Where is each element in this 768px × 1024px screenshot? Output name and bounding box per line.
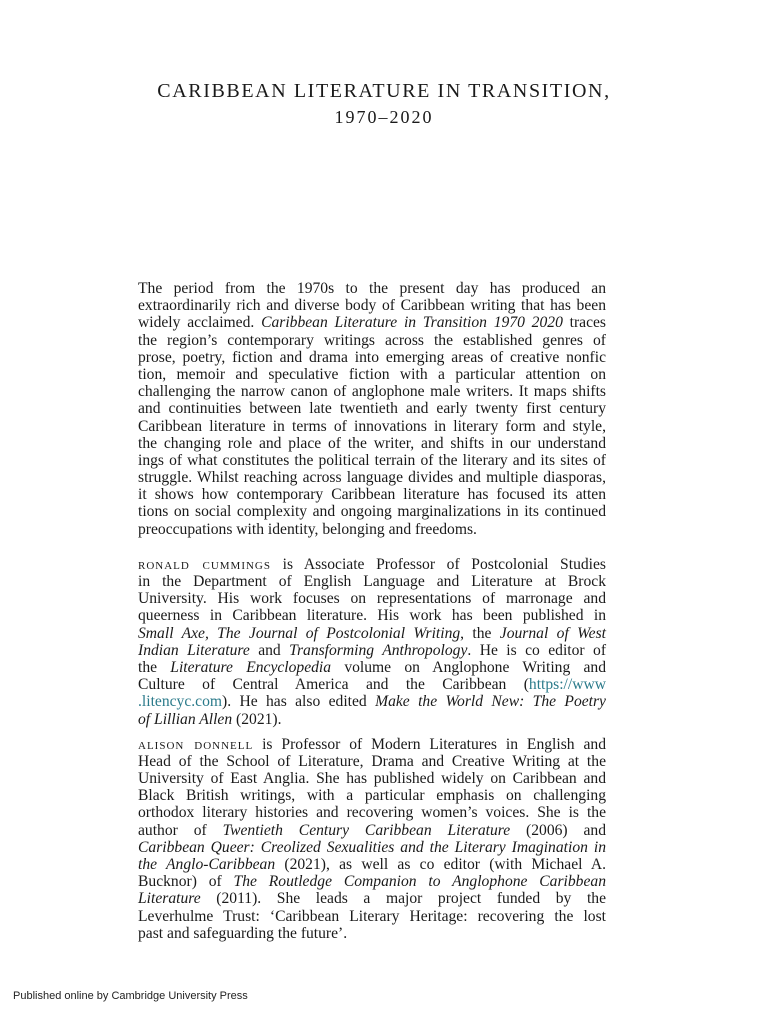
description-line: tions on social complexity and ongoing marginalizations in its continued [138,503,606,521]
bio-text: is Professor of Modern Literatures in English and [253,735,606,753]
work-title: Twentieth Century Caribbean Literature [222,821,511,839]
main-text [138,280,606,942]
book-title-italic: Caribbean Literature in Transition 1970 2020 [261,314,563,332]
book-description [138,280,606,538]
description-line: tion, memoir and speculative fiction with a particular attention on [138,365,606,383]
description-line: and continuities between late twentieth and early twenty first century [138,400,606,418]
journal-title: Small Axe, The Journal of Postcolonial Writing [138,624,461,642]
work-title: Literature Encyclopedia [170,658,332,676]
bio-text: (2011). She leads a major project funded by the [200,890,606,908]
bio-line: Black British writings, with a particular emphasis on challenging [138,787,606,805]
description-line [138,314,606,331]
bio-line: in the Department of English Language and Literature at Brock [138,573,606,590]
description-line: preoccupations with identity, belonging and freedoms. [138,520,477,538]
bio-ronald-cummings [138,556,606,728]
description-text: widely acclaimed. [138,314,262,332]
description-line: The period from the 1970s to the present day has produced an [138,280,606,297]
bio-line [138,711,606,728]
bio-text: is Associate Professor of Postcolonial Studies [271,555,606,573]
bio-text: ). He has also edited [222,693,376,711]
description-line: it shows how contemporary Caribbean literature has focused its atten [138,486,606,504]
author-name: ronald cummings [138,555,271,573]
work-title: the Anglo-Caribbean [138,856,276,873]
bio-text: (2021), as well as co editor (with Michael A. [275,856,606,873]
bio-line [138,659,606,676]
journal-title: Transforming Anthropology [289,641,468,659]
title-line-1: CARIBBEAN LITERATURE IN TRANSITION, [157,80,611,102]
bio-line [138,676,606,693]
bio-text: author of [138,821,223,839]
description-line: prose, poetry, fiction and drama into emerging areas of creative nonfic [138,348,606,366]
bio-line: University. His work focuses on representations of marronage and [138,590,606,608]
work-title: The Routledge Companion to Anglophone Caribbean [233,873,606,891]
description-line: Caribbean literature in terms of innovations in literary form and style, [138,417,606,435]
description-line: ings of what constitutes the political terrain of the literary and its sites of [138,451,606,469]
bio-text: . He is co editor of [467,641,607,659]
bio-line: queerness in Caribbean literature. His work has been published in [138,607,606,625]
description-line: struggle. Whilst reaching across language divides and multiple diasporas, [138,469,606,487]
description-line: the changing role and place of the writer, and shifts in our understand [138,434,606,452]
bio-text: Bucknor) of [138,873,234,891]
paragraph-gap [138,728,606,736]
website-link[interactable]: https://www [528,676,606,694]
bio-text: , the [460,624,500,642]
bio-text: and [249,641,290,659]
author-name: alison donnell [138,735,254,753]
title-line-2: 1970–2020 [334,107,434,127]
bio-line: past and safeguarding the future’. [138,924,348,942]
paragraph-gap [138,538,606,556]
bio-text: volume on Anglophone Writing and [331,658,606,676]
bio-line [138,873,606,890]
publisher-footer: Published online by Cambridge University Press [13,990,248,1002]
bio-line: Leverhulme Trust: ‘Caribbean Literary Heritage: recovering the lost [138,907,606,925]
description-text: traces [562,314,606,332]
bio-line: orthodox literary histories and recovering women’s voices. She is the [138,804,606,822]
bio-text: the [138,658,171,676]
bio-line [138,625,606,642]
bio-line [138,693,606,710]
bio-line [138,856,606,873]
work-title: Make the World New: The Poetry [375,693,606,711]
bio-text: (2006) and [510,821,607,839]
bio-alison-donnell [138,736,606,942]
book-title [0,78,768,130]
bio-line [138,822,606,839]
bio-text: (2021). [232,710,282,728]
bio-line [138,556,606,573]
bio-line: Head of the School of Literature, Drama and Creative Writing at the [138,752,606,770]
bio-text: Culture of Central America and the Caribbean ( [138,676,529,694]
work-title: Literature [138,890,201,908]
description-line: challenging the narrow canon of anglophone male writers. It maps shifts [138,383,606,401]
bio-line [138,736,606,753]
work-title: Caribbean Queer: Creolized Sexualities and the Literary Imagination in [138,838,606,856]
bio-line: University of East Anglia. She has published widely on Caribbean and [138,770,606,788]
website-link-continued[interactable]: .litencyc.com [138,693,222,711]
bio-line [138,890,606,907]
bio-line [138,642,606,659]
work-title: of Lillian Allen [138,710,233,728]
bio-line [138,839,606,856]
journal-title: Indian Literature [138,641,250,659]
journal-title: Journal of West [499,624,606,642]
description-line: the region’s contemporary writings across the established genres of [138,331,606,349]
description-line: extraordinarily rich and diverse body of Caribbean writing that has been [138,297,606,315]
